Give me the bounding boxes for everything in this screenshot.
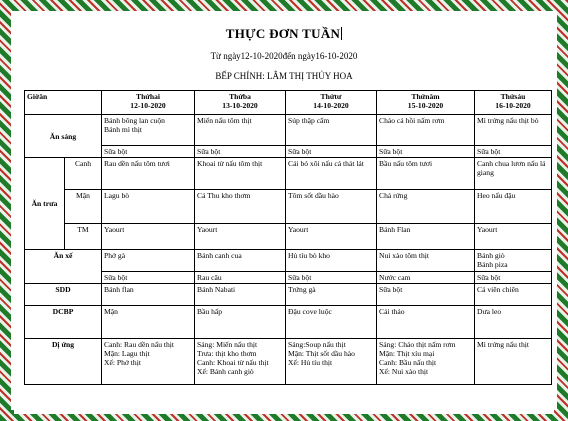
menu-cell: Mì trứng nấu thịt bò — [475, 115, 552, 146]
day-header: Thứtư 14-10-2020 — [286, 91, 377, 115]
menu-cell: Mận — [102, 306, 195, 339]
menu-cell: Cá viên chiên — [475, 284, 552, 306]
menu-cell: Dưa leo — [475, 306, 552, 339]
menu-cell: Cháo cá hồi nấm rơm — [377, 115, 475, 146]
menu-table — [24, 90, 552, 385]
breakfast-drink-row — [25, 146, 552, 158]
sub-label: Canh — [65, 158, 102, 190]
sdd-row — [25, 284, 552, 306]
menu-cell: Phở gà — [102, 250, 195, 272]
day-header: Thứsáu 16-10-2020 — [475, 91, 552, 115]
row-label: Ăn trưa — [25, 158, 65, 250]
menu-cell: Bánh Flan — [377, 224, 475, 250]
page-title[interactable] — [14, 26, 554, 42]
allergy-row — [25, 339, 552, 385]
menu-cell: Tôm sốt dầu hào — [286, 190, 377, 224]
menu-cell: Yaourt — [102, 224, 195, 250]
row-label: SDD — [25, 284, 102, 306]
menu-cell: Bánh Nabati — [195, 284, 286, 306]
day-header: Thứhai 12-10-2020 — [102, 91, 195, 115]
menu-cell: Yaourt — [475, 224, 552, 250]
menu-cell: Yaourt — [195, 224, 286, 250]
menu-cell: Sữa bột — [286, 146, 377, 158]
menu-cell: Sáng: Miến nấu thịt Trưa: thịt kho thơm Canh: Khoai từ nấu thịt Xế: Bánh canh giò — [195, 339, 286, 385]
menu-cell: Sữa bột — [377, 284, 475, 306]
menu-cell: Chả rứng — [377, 190, 475, 224]
menu-cell: Rau câu — [195, 272, 286, 284]
corner-cell: Giờăn — [25, 91, 102, 115]
menu-cell: Nui xào tôm thịt — [377, 250, 475, 272]
menu-cell: Bầu nấu tôm tươi — [377, 158, 475, 190]
menu-cell: Nước cam — [377, 272, 475, 284]
menu-cell: Sữa bột — [102, 146, 195, 158]
menu-cell: Sữa bột — [475, 272, 552, 284]
day-header: Thứnăm 15-10-2020 — [377, 91, 475, 115]
lunch-tm-row — [25, 224, 552, 250]
menu-cell: Mì trứng nấu thịt — [475, 339, 552, 385]
menu-cell: Sáng:Soup nấu thịt Mặn: Thịt sốt dầu hào Xế: Hủ tíu thịt — [286, 339, 377, 385]
menu-cell: Rau dền nấu tôm tươi — [102, 158, 195, 190]
menu-cell: Canh chua lươn nấu lá giang — [475, 158, 552, 190]
menu-cell: Heo nấu đậu — [475, 190, 552, 224]
header-row — [25, 91, 552, 115]
sub-label: Mặn — [65, 190, 102, 224]
menu-cell: Sữa bột — [102, 272, 195, 284]
date-range: Từ ngày12-10-2020đến ngày16-10-2020 — [210, 51, 358, 61]
row-label: Ăn sáng — [25, 115, 102, 158]
row-label: Ăn xế — [25, 250, 102, 284]
menu-cell: Miến nấu tôm thịt — [195, 115, 286, 146]
row-label: Dị ứng — [25, 339, 102, 385]
menu-cell: Bánh flan — [102, 284, 195, 306]
menu-cell: Cá Thu kho thơm — [195, 190, 286, 224]
menu-cell: Yaourt — [286, 224, 377, 250]
menu-cell: Sữa bột — [286, 272, 377, 284]
menu-cell: Canh: Rau dền nấu thịt Mặn: Lagu thịt Xế: Phở thịt — [102, 339, 195, 385]
afternoon-row — [25, 250, 552, 272]
menu-cell: Sáng: Cháo thịt nấm rơm Mặn: Thịt xíu mại Canh: Bầu nấu thịt Xế: Nui xào thịt — [377, 339, 475, 385]
menu-cell: Súp thập cẩm — [286, 115, 377, 146]
text-cursor — [341, 27, 342, 40]
menu-cell: Lagu bò — [102, 190, 195, 224]
menu-cell: Sữa bột — [377, 146, 475, 158]
menu-cell: Khoai từ nấu tôm thịt — [195, 158, 286, 190]
menu-cell: Hủ tíu bò kho — [286, 250, 377, 272]
sub-label: TM — [65, 224, 102, 250]
menu-cell: Sữa bột — [195, 146, 286, 158]
menu-cell: Trứng gà — [286, 284, 377, 306]
menu-cell: Cải bó xôi nấu cá thát lát — [286, 158, 377, 190]
row-label: DCBP — [25, 306, 102, 339]
title-text: THỰC ĐƠN TUẦN — [225, 26, 341, 41]
menu-cell: Sữa bột — [475, 146, 552, 158]
dcbp-row — [25, 306, 552, 339]
breakfast-row — [25, 115, 552, 146]
document-page — [14, 14, 554, 414]
afternoon-drink-row — [25, 272, 552, 284]
menu-cell: Đậu cove luộc — [286, 306, 377, 339]
menu-cell: Bánh giò Bánh piza — [475, 250, 552, 272]
menu-cell: Bánh bông lan cuộn Bánh mì thịt — [102, 115, 195, 146]
day-header: Thứba 13-10-2020 — [195, 91, 286, 115]
menu-cell: Bánh canh cua — [195, 250, 286, 272]
lunch-man-row — [25, 190, 552, 224]
lunch-canh-row — [25, 158, 552, 190]
menu-cell: Bầu hấp — [195, 306, 286, 339]
menu-cell: Cải thảo — [377, 306, 475, 339]
chef-line: BẾP CHÍNH: LÂM THỊ THỦY HOA — [215, 71, 353, 81]
